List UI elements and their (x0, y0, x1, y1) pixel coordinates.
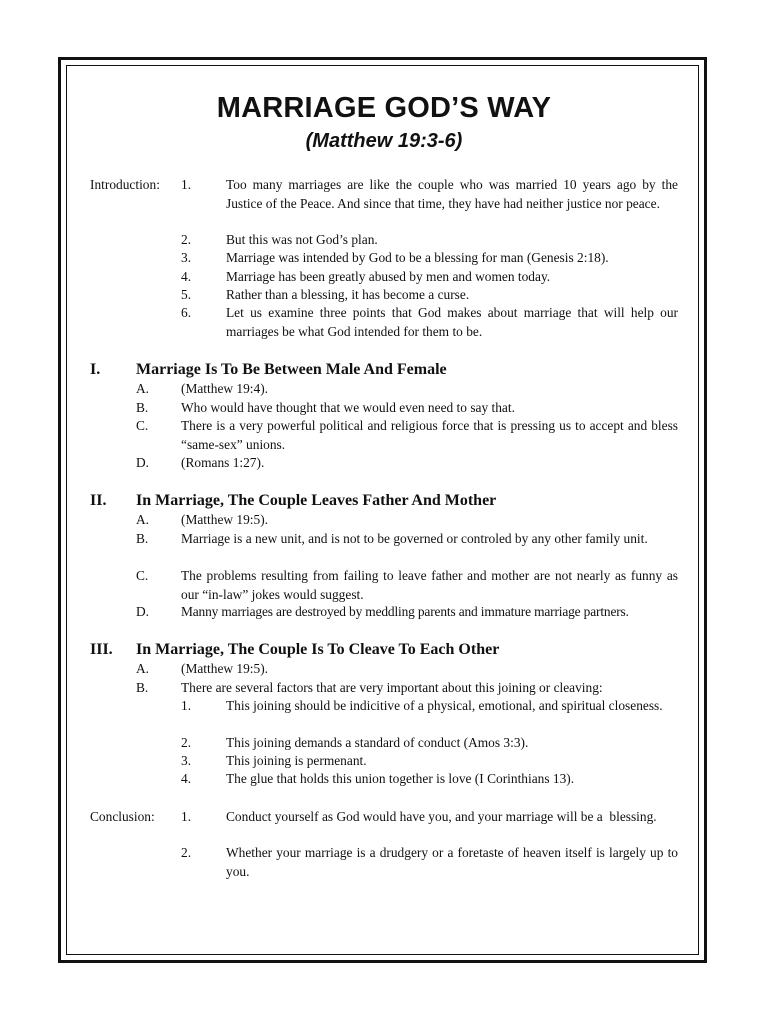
introduction-label: Introduction: (90, 177, 160, 192)
conclusion-item-text: Conduct yourself as God would have you, and your marriage will be a blessing. (226, 809, 657, 824)
intro-item-num: 1. (181, 177, 192, 192)
section-item-text: The problems resulting from failing to leave father and mother are not nearly as funny as our “in-law” jokes would suggest. (181, 568, 678, 602)
subitem-num: 2. (181, 735, 192, 750)
conclusion-label: Conclusion: (90, 809, 155, 824)
section-item-letter: A. (136, 661, 150, 676)
intro-item-text: Marriage was intended by God to be a blessing for man (Genesis 2:18). (226, 250, 609, 265)
intro-item-text: Marriage has been greatly abused by men and women today. (226, 269, 551, 284)
section-item-letter: C. (136, 418, 149, 433)
page-title: MARRIAGE GOD’S WAY (216, 92, 552, 124)
section-heading: In Marriage, The Couple Leaves Father And Mother (136, 492, 497, 509)
intro-item-text: Let us examine three points that God makes about marriage that will help our marriages be what God intended for them to be. (226, 305, 678, 339)
subitem-num: 1. (181, 698, 192, 713)
subitem-text: This joining is permenant. (226, 753, 367, 768)
intro-item-num: 6. (181, 305, 192, 320)
section-item-text: Manny marriages are destroyed by meddling parents and immature marriage partners. (181, 604, 629, 619)
section-item-text: (Matthew 19:4). (181, 381, 269, 396)
intro-item-text: Rather than a blessing, it has become a curse. (226, 287, 470, 302)
section-item-letter: C. (136, 568, 149, 583)
conclusion-item-num: 2. (181, 845, 192, 860)
section-number: III. (90, 641, 113, 658)
section-item-letter: A. (136, 512, 150, 527)
intro-item-num: 5. (181, 287, 192, 302)
section-number: I. (90, 361, 101, 378)
subitem-text: This joining should be indicitive of a physical, emotional, and spiritual closeness. (226, 698, 663, 713)
section-item-text: Who would have thought that we would even need to say that. (181, 400, 515, 415)
intro-item-text: But this was not God’s plan. (226, 232, 378, 247)
section-item-letter: B. (136, 680, 149, 695)
intro-item-text: Too many marriages are like the couple who was married 10 years ago by the Justice of the Peace. And since that time, they have had neither justice nor peace. (226, 177, 678, 211)
subitem-text: The glue that holds this union together is love (I Corinthians 13). (226, 771, 575, 786)
section-item-text: There are several factors that are very important about this joining or cleaving: (181, 680, 603, 695)
subitem-text: This joining demands a standard of conduct (Amos 3:3). (226, 735, 529, 750)
section-item-text: (Matthew 19:5). (181, 512, 269, 527)
intro-item-num: 2. (181, 232, 192, 247)
intro-item-num: 4. (181, 269, 192, 284)
conclusion-item-num: 1. (181, 809, 192, 824)
section-item-letter: B. (136, 400, 149, 415)
page-subtitle: (Matthew 19:3-6) (305, 130, 463, 152)
section-item-letter: D. (136, 455, 150, 470)
section-item-letter: A. (136, 381, 150, 396)
section-item-letter: B. (136, 531, 149, 546)
section-item-text: Marriage is a new unit, and is not to be governed or controled by any other family unit. (181, 531, 648, 546)
intro-item-num: 3. (181, 250, 192, 265)
subitem-num: 3. (181, 753, 192, 768)
conclusion-item-text: Whether your marriage is a drudgery or a foretaste of heaven itself is largely up to you. (226, 845, 678, 879)
section-item-text: There is a very powerful political and religious force that is pressing us to accept and bless “same-sex” unions. (181, 418, 678, 452)
section-item-text: (Matthew 19:5). (181, 661, 269, 676)
section-heading: Marriage Is To Be Between Male And Female (136, 361, 447, 378)
section-heading: In Marriage, The Couple Is To Cleave To Each Other (136, 641, 500, 658)
subitem-num: 4. (181, 771, 192, 786)
section-item-text: (Romans 1:27). (181, 455, 265, 470)
section-number: II. (90, 492, 107, 509)
section-item-letter: D. (136, 604, 150, 619)
